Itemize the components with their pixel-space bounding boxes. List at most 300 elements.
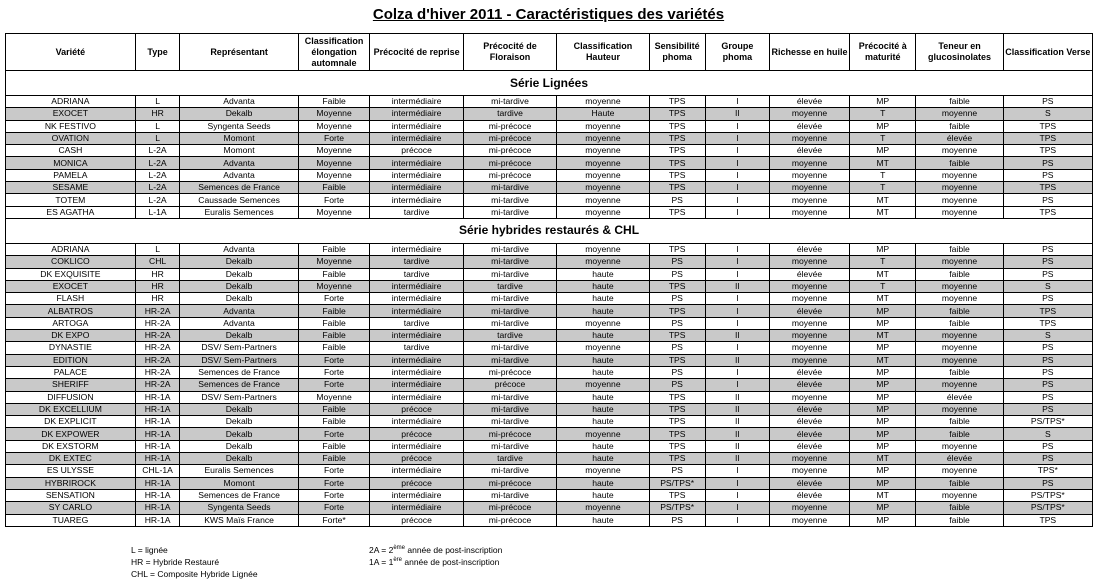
cell-precocite-reprise: intermédiaire — [370, 293, 463, 305]
cell-glucosinolates: moyenne — [916, 280, 1003, 292]
cell-hauteur: moyenne — [557, 145, 649, 157]
cell-type: L-2A — [135, 157, 180, 169]
cell-precocite-maturite: MP — [850, 342, 916, 354]
cell-groupe-phoma: I — [705, 206, 769, 218]
cell-glucosinolates: faible — [916, 477, 1003, 489]
cell-hauteur: moyenne — [557, 243, 649, 255]
table-row — [6, 416, 1093, 428]
cell-elongation: Faible — [298, 96, 370, 108]
cell-precocite-floraison: mi-tardive — [463, 256, 556, 268]
cell-type: HR-2A — [135, 366, 180, 378]
cell-elongation: Forte — [298, 477, 370, 489]
cell-verse: PS — [1003, 256, 1092, 268]
cell-groupe-phoma: I — [705, 489, 769, 501]
cell-precocite-reprise: précoce — [370, 514, 463, 526]
cell-precocite-maturite: MP — [850, 440, 916, 452]
cell-richesse-huile: moyenne — [770, 182, 850, 194]
table-row — [6, 453, 1093, 465]
table-row — [6, 145, 1093, 157]
cell-precocite-maturite: T — [850, 256, 916, 268]
cell-richesse-huile: élevée — [770, 428, 850, 440]
cell-elongation: Faible — [298, 305, 370, 317]
cell-precocite-floraison: mi-précoce — [463, 477, 556, 489]
cell-richesse-huile: moyenne — [770, 293, 850, 305]
cell-variete: ARTOGA — [6, 317, 136, 329]
cell-variete: DK EXSTORM — [6, 440, 136, 452]
cell-representant: Euralis Semences — [180, 206, 298, 218]
cell-groupe-phoma: II — [705, 416, 769, 428]
cell-richesse-huile: moyenne — [770, 342, 850, 354]
cell-verse: PS — [1003, 379, 1092, 391]
cell-sensibilite-phoma: TPS — [649, 428, 705, 440]
cell-representant: Semences de France — [180, 379, 298, 391]
cell-hauteur: haute — [557, 416, 649, 428]
cell-elongation: Faible — [298, 342, 370, 354]
footnote-2a-sup: ème — [393, 545, 406, 552]
cell-groupe-phoma: I — [705, 342, 769, 354]
cell-richesse-huile: élevée — [770, 120, 850, 132]
cell-representant: Dekalb — [180, 453, 298, 465]
table-row — [6, 366, 1093, 378]
cell-verse: S — [1003, 280, 1092, 292]
cell-groupe-phoma: I — [705, 132, 769, 144]
cell-elongation: Forte — [298, 502, 370, 514]
cell-groupe-phoma: I — [705, 243, 769, 255]
cell-groupe-phoma: I — [705, 514, 769, 526]
col-header-variete: Variété — [6, 34, 136, 71]
cell-groupe-phoma: I — [705, 502, 769, 514]
col-header-richesse-huile: Richesse en huile — [770, 34, 850, 71]
cell-sensibilite-phoma: PS — [649, 194, 705, 206]
cell-representant: Dekalb — [180, 256, 298, 268]
cell-precocite-reprise: tardive — [370, 256, 463, 268]
cell-precocite-reprise: intermédiaire — [370, 120, 463, 132]
cell-precocite-floraison: mi-tardive — [463, 440, 556, 452]
cell-groupe-phoma: I — [705, 256, 769, 268]
table-row — [6, 194, 1093, 206]
cell-type: HR-1A — [135, 502, 180, 514]
cell-sensibilite-phoma: TPS — [649, 354, 705, 366]
cell-hauteur: haute — [557, 477, 649, 489]
cell-precocite-maturite: MP — [850, 96, 916, 108]
cell-sensibilite-phoma: TPS — [649, 108, 705, 120]
cell-precocite-floraison: mi-tardive — [463, 305, 556, 317]
table-row — [6, 268, 1093, 280]
cell-variete: FLASH — [6, 293, 136, 305]
cell-precocite-floraison: mi-tardive — [463, 194, 556, 206]
cell-richesse-huile: moyenne — [770, 206, 850, 218]
cell-type: CHL-1A — [135, 465, 180, 477]
cell-precocite-maturite: MP — [850, 317, 916, 329]
cell-verse: TPS — [1003, 514, 1092, 526]
cell-groupe-phoma: I — [705, 293, 769, 305]
cell-groupe-phoma: II — [705, 428, 769, 440]
cell-groupe-phoma: II — [705, 354, 769, 366]
cell-hauteur: moyenne — [557, 379, 649, 391]
cell-elongation: Forte — [298, 489, 370, 501]
cell-elongation: Forte — [298, 194, 370, 206]
cell-glucosinolates: moyenne — [916, 379, 1003, 391]
cell-type: CHL — [135, 256, 180, 268]
cell-sensibilite-phoma: TPS — [649, 391, 705, 403]
cell-hauteur: moyenne — [557, 169, 649, 181]
cell-elongation: Faible — [298, 416, 370, 428]
table-row — [6, 293, 1093, 305]
cell-groupe-phoma: II — [705, 403, 769, 415]
cell-representant: KWS Maïs France — [180, 514, 298, 526]
table-row — [6, 132, 1093, 144]
cell-precocite-reprise: intermédiaire — [370, 96, 463, 108]
cell-variete: SY CARLO — [6, 502, 136, 514]
cell-precocite-floraison: mi-précoce — [463, 169, 556, 181]
cell-sensibilite-phoma: TPS — [649, 280, 705, 292]
table-row — [6, 280, 1093, 292]
cell-glucosinolates: moyenne — [916, 145, 1003, 157]
cell-representant: Dekalb — [180, 330, 298, 342]
footnote-2a-prefix: 2A = 2 — [369, 545, 394, 555]
cell-precocite-maturite: MT — [850, 354, 916, 366]
cell-representant: Semences de France — [180, 366, 298, 378]
cell-glucosinolates: faible — [916, 317, 1003, 329]
cell-sensibilite-phoma: TPS — [649, 416, 705, 428]
cell-verse: PS — [1003, 453, 1092, 465]
table-row — [6, 465, 1093, 477]
cell-precocite-maturite: T — [850, 132, 916, 144]
cell-precocite-floraison: mi-tardive — [463, 243, 556, 255]
cell-glucosinolates: faible — [916, 120, 1003, 132]
cell-precocite-maturite: T — [850, 108, 916, 120]
cell-precocite-floraison: mi-tardive — [463, 317, 556, 329]
cell-precocite-floraison: mi-tardive — [463, 391, 556, 403]
cell-precocite-reprise: intermédiaire — [370, 391, 463, 403]
cell-variete: PAMELA — [6, 169, 136, 181]
cell-sensibilite-phoma: TPS — [649, 330, 705, 342]
cell-hauteur: haute — [557, 330, 649, 342]
cell-verse: TPS — [1003, 182, 1092, 194]
cell-groupe-phoma: I — [705, 465, 769, 477]
cell-hauteur: moyenne — [557, 96, 649, 108]
table-row — [6, 354, 1093, 366]
cell-sensibilite-phoma: TPS — [649, 243, 705, 255]
cell-precocite-maturite: MT — [850, 268, 916, 280]
cell-sensibilite-phoma: PS — [649, 366, 705, 378]
cell-precocite-reprise: tardive — [370, 206, 463, 218]
col-header-hauteur: Classification Hauteur — [557, 34, 649, 71]
cell-elongation: Faible — [298, 268, 370, 280]
cell-representant: Semences de France — [180, 489, 298, 501]
cell-precocite-maturite: MP — [850, 477, 916, 489]
table-row — [6, 440, 1093, 452]
cell-sensibilite-phoma: TPS — [649, 403, 705, 415]
cell-variete: ADRIANA — [6, 243, 136, 255]
cell-precocite-maturite: T — [850, 182, 916, 194]
col-header-elongation: Classification élongation automnale — [298, 34, 370, 71]
cell-sensibilite-phoma: PS — [649, 465, 705, 477]
cell-precocite-reprise: intermédiaire — [370, 169, 463, 181]
cell-precocite-maturite: MP — [850, 391, 916, 403]
cell-type: HR-1A — [135, 403, 180, 415]
footnote-hybride-restaure: HR = Hybride Restauré — [131, 557, 220, 567]
cell-precocite-floraison: précoce — [463, 379, 556, 391]
cell-hauteur: moyenne — [557, 317, 649, 329]
cell-type: HR-1A — [135, 440, 180, 452]
cell-elongation: Forte* — [298, 514, 370, 526]
cell-precocite-floraison: mi-tardive — [463, 403, 556, 415]
cell-verse: S — [1003, 428, 1092, 440]
cell-elongation: Faible — [298, 453, 370, 465]
table-row — [6, 489, 1093, 501]
cell-glucosinolates: moyenne — [916, 108, 1003, 120]
cell-representant: DSV/ Sem-Partners — [180, 354, 298, 366]
cell-representant: Dekalb — [180, 440, 298, 452]
table-body — [6, 71, 1093, 527]
cell-representant: Dekalb — [180, 403, 298, 415]
cell-variete: DK EXPO — [6, 330, 136, 342]
table-row — [6, 477, 1093, 489]
cell-precocite-reprise: tardive — [370, 317, 463, 329]
footnote-composite: CHL = Composite Hybride Lignée — [131, 569, 258, 579]
cell-richesse-huile: élevée — [770, 440, 850, 452]
cell-representant: Advanta — [180, 317, 298, 329]
cell-precocite-floraison: mi-tardive — [463, 354, 556, 366]
cell-verse: TPS — [1003, 145, 1092, 157]
cell-variete: DK EXTEC — [6, 453, 136, 465]
table-row — [6, 502, 1093, 514]
col-header-precocite-floraison: Précocité de Floraison — [463, 34, 556, 71]
cell-precocite-reprise: intermédiaire — [370, 502, 463, 514]
cell-groupe-phoma: II — [705, 280, 769, 292]
cell-sensibilite-phoma: TPS — [649, 453, 705, 465]
section-row — [6, 218, 1093, 243]
cell-elongation: Faible — [298, 330, 370, 342]
cell-precocite-reprise: intermédiaire — [370, 330, 463, 342]
cell-type: HR-2A — [135, 330, 180, 342]
cell-precocite-reprise: tardive — [370, 342, 463, 354]
cell-variete: EXOCET — [6, 108, 136, 120]
cell-verse: PS — [1003, 477, 1092, 489]
cell-precocite-floraison: mi-tardive — [463, 489, 556, 501]
cell-variete: EXOCET — [6, 280, 136, 292]
cell-precocite-maturite: MT — [850, 194, 916, 206]
cell-groupe-phoma: I — [705, 145, 769, 157]
cell-variete: DK EXQUISITE — [6, 268, 136, 280]
cell-variete: COKLICO — [6, 256, 136, 268]
cell-precocite-reprise: intermédiaire — [370, 305, 463, 317]
cell-precocite-maturite: MT — [850, 453, 916, 465]
cell-representant: Dekalb — [180, 108, 298, 120]
cell-elongation: Moyenne — [298, 145, 370, 157]
cell-variete: SESAME — [6, 182, 136, 194]
cell-representant: Dekalb — [180, 280, 298, 292]
cell-sensibilite-phoma: TPS — [649, 132, 705, 144]
cell-hauteur: haute — [557, 268, 649, 280]
cell-glucosinolates: faible — [916, 305, 1003, 317]
cell-precocite-floraison: mi-précoce — [463, 145, 556, 157]
cell-verse: PS — [1003, 268, 1092, 280]
cell-glucosinolates: faible — [916, 428, 1003, 440]
cell-precocite-maturite: MP — [850, 120, 916, 132]
cell-type: HR — [135, 280, 180, 292]
cell-richesse-huile: élevée — [770, 489, 850, 501]
cell-precocite-maturite: MT — [850, 293, 916, 305]
cell-richesse-huile: moyenne — [770, 169, 850, 181]
cell-glucosinolates: moyenne — [916, 403, 1003, 415]
cell-hauteur: haute — [557, 489, 649, 501]
cell-groupe-phoma: I — [705, 157, 769, 169]
cell-groupe-phoma: I — [705, 305, 769, 317]
section-title: Série Lignées — [6, 71, 1093, 96]
col-header-verse: Classification Verse — [1003, 34, 1092, 71]
cell-groupe-phoma: I — [705, 182, 769, 194]
cell-precocite-reprise: intermédiaire — [370, 379, 463, 391]
cell-richesse-huile: élevée — [770, 243, 850, 255]
cell-representant: Advanta — [180, 305, 298, 317]
cell-type: L-1A — [135, 206, 180, 218]
col-header-sensibilite-phoma: Sensibilité phoma — [649, 34, 705, 71]
cell-richesse-huile: moyenne — [770, 280, 850, 292]
cell-groupe-phoma: I — [705, 268, 769, 280]
cell-glucosinolates: moyenne — [916, 354, 1003, 366]
cell-sensibilite-phoma: TPS — [649, 169, 705, 181]
cell-hauteur: moyenne — [557, 342, 649, 354]
cell-hauteur: moyenne — [557, 502, 649, 514]
cell-richesse-huile: élevée — [770, 416, 850, 428]
cell-precocite-floraison: mi-tardive — [463, 206, 556, 218]
cell-glucosinolates: moyenne — [916, 330, 1003, 342]
cell-representant: Advanta — [180, 96, 298, 108]
cell-elongation: Moyenne — [298, 169, 370, 181]
cell-precocite-maturite: MP — [850, 403, 916, 415]
cell-type: L — [135, 96, 180, 108]
cell-elongation: Moyenne — [298, 108, 370, 120]
cell-glucosinolates: moyenne — [916, 256, 1003, 268]
cell-verse: PS — [1003, 366, 1092, 378]
cell-precocite-floraison: mi-tardive — [463, 182, 556, 194]
cell-verse: PS/TPS* — [1003, 416, 1092, 428]
cell-representant: Momont — [180, 477, 298, 489]
cell-variete: PALACE — [6, 366, 136, 378]
cell-sensibilite-phoma: TPS — [649, 96, 705, 108]
cell-sensibilite-phoma: TPS — [649, 145, 705, 157]
cell-precocite-maturite: MT — [850, 489, 916, 501]
cell-elongation: Faible — [298, 243, 370, 255]
cell-glucosinolates: faible — [916, 243, 1003, 255]
cell-richesse-huile: moyenne — [770, 391, 850, 403]
cell-precocite-maturite: MP — [850, 366, 916, 378]
cell-variete: OVATION — [6, 132, 136, 144]
cell-type: HR-1A — [135, 514, 180, 526]
cell-verse: S — [1003, 330, 1092, 342]
cell-variete: TUAREG — [6, 514, 136, 526]
cell-glucosinolates: élevée — [916, 391, 1003, 403]
cell-elongation: Forte — [298, 354, 370, 366]
cell-groupe-phoma: I — [705, 120, 769, 132]
cell-richesse-huile: moyenne — [770, 514, 850, 526]
col-header-groupe-phoma: Groupe phoma — [705, 34, 769, 71]
cell-richesse-huile: élevée — [770, 268, 850, 280]
cell-precocite-reprise: intermédiaire — [370, 354, 463, 366]
cell-verse: PS — [1003, 243, 1092, 255]
cell-sensibilite-phoma: TPS — [649, 440, 705, 452]
table-row — [6, 428, 1093, 440]
cell-precocite-maturite: MP — [850, 305, 916, 317]
cell-representant: DSV/ Sem-Partners — [180, 391, 298, 403]
cell-groupe-phoma: II — [705, 440, 769, 452]
cell-verse: PS — [1003, 96, 1092, 108]
cell-variete: DIFFUSION — [6, 391, 136, 403]
table-row — [6, 391, 1093, 403]
cell-hauteur: moyenne — [557, 120, 649, 132]
cell-verse: PS/TPS* — [1003, 502, 1092, 514]
cell-variete: SHERIFF — [6, 379, 136, 391]
cell-representant: Dekalb — [180, 416, 298, 428]
cell-type: HR — [135, 108, 180, 120]
cell-verse: PS — [1003, 157, 1092, 169]
cell-groupe-phoma: II — [705, 391, 769, 403]
cell-elongation: Forte — [298, 366, 370, 378]
cell-representant: Advanta — [180, 157, 298, 169]
cell-representant: Euralis Semences — [180, 465, 298, 477]
cell-glucosinolates: moyenne — [916, 489, 1003, 501]
cell-precocite-reprise: tardive — [370, 268, 463, 280]
cell-hauteur: haute — [557, 366, 649, 378]
table-row — [6, 256, 1093, 268]
cell-precocite-reprise: intermédiaire — [370, 157, 463, 169]
cell-precocite-maturite: MP — [850, 145, 916, 157]
cell-hauteur: haute — [557, 354, 649, 366]
cell-glucosinolates: faible — [916, 416, 1003, 428]
cell-variete: SENSATION — [6, 489, 136, 501]
cell-precocite-floraison: mi-précoce — [463, 120, 556, 132]
cell-representant: Syngenta Seeds — [180, 120, 298, 132]
cell-glucosinolates: faible — [916, 514, 1003, 526]
cell-elongation: Forte — [298, 465, 370, 477]
cell-groupe-phoma: I — [705, 194, 769, 206]
cell-elongation: Forte — [298, 379, 370, 391]
cell-hauteur: haute — [557, 293, 649, 305]
cell-variete: ADRIANA — [6, 96, 136, 108]
cell-type: HR — [135, 268, 180, 280]
col-header-glucosinolates: Teneur en glucosinolates — [916, 34, 1003, 71]
cell-glucosinolates: faible — [916, 502, 1003, 514]
footnote-2a-suffix: année de post-inscription — [405, 545, 503, 555]
table-row — [6, 96, 1093, 108]
cell-precocite-floraison: mi-tardive — [463, 268, 556, 280]
cell-elongation: Forte — [298, 293, 370, 305]
col-header-type: Type — [135, 34, 180, 71]
cell-type: HR-1A — [135, 477, 180, 489]
cell-verse: TPS — [1003, 132, 1092, 144]
cell-glucosinolates: faible — [916, 268, 1003, 280]
cell-glucosinolates: moyenne — [916, 465, 1003, 477]
cell-richesse-huile: élevée — [770, 477, 850, 489]
cell-richesse-huile: moyenne — [770, 108, 850, 120]
cell-variete: ALBATROS — [6, 305, 136, 317]
cell-glucosinolates: moyenne — [916, 342, 1003, 354]
cell-hauteur: moyenne — [557, 132, 649, 144]
cell-verse: PS — [1003, 403, 1092, 415]
cell-precocite-floraison: mi-précoce — [463, 132, 556, 144]
cell-precocite-floraison: mi-précoce — [463, 514, 556, 526]
cell-sensibilite-phoma: TPS — [649, 489, 705, 501]
cell-type: L — [135, 120, 180, 132]
cell-precocite-floraison: mi-précoce — [463, 502, 556, 514]
cell-precocite-reprise: précoce — [370, 403, 463, 415]
cell-richesse-huile: moyenne — [770, 194, 850, 206]
cell-groupe-phoma: II — [705, 453, 769, 465]
cell-variete: ES AGATHA — [6, 206, 136, 218]
cell-verse: PS — [1003, 194, 1092, 206]
